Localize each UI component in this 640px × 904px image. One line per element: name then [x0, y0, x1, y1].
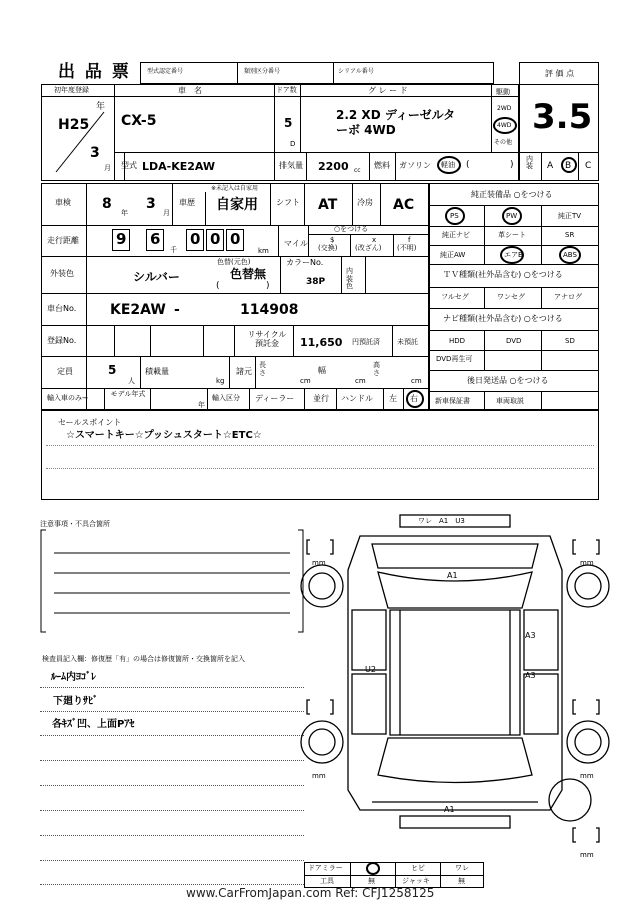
model-cert-label: 型式認定番号: [147, 68, 184, 75]
option-sr: SR: [565, 231, 575, 239]
tool-label: 工具: [320, 877, 334, 885]
note-line-1: ﾙｰﾑ内ﾖｺﾞﾚ: [51, 672, 96, 683]
specs-section: [41, 183, 429, 410]
option-pw: PW: [506, 212, 518, 220]
diagram-top-marks: ワレ A1 U3: [418, 517, 465, 525]
chassis-prefix: KE2AW: [110, 302, 166, 318]
option-tv: 純正TV: [558, 212, 582, 220]
model-year-label: モデル年式: [110, 390, 146, 398]
tv-title: ＴＶ種類(社外品含む) ○をつける: [443, 270, 563, 279]
inspector-label: 検査員記入欄：修復歴「有」の場合は修復箇所・交換箇所を記入: [42, 655, 245, 663]
damage-right-front: A3: [525, 631, 536, 640]
mile-label: マイル: [284, 239, 308, 248]
mm-label: mm: [312, 559, 326, 567]
doors-value: 5: [284, 116, 293, 130]
model-label: 型式: [121, 161, 137, 170]
import-category-label: 輸入区分: [212, 394, 240, 402]
width-label: 幅: [318, 366, 326, 375]
parallel-label: 並行: [313, 394, 329, 403]
interior-label: 内装: [526, 155, 533, 170]
dimensions-label: 諸元: [236, 367, 252, 376]
load-label: 積載量: [145, 367, 169, 376]
dealer-label: ディーラー: [255, 394, 295, 403]
car-damage-diagram: [300, 510, 610, 850]
drive-other: その他: [494, 139, 513, 146]
note-line-3: 各ｷｽﾞ凹、上面Pｱｾ: [52, 719, 135, 730]
option-navi: 純正ナビ: [442, 231, 470, 239]
repaint-label: 色替(元色): [217, 258, 251, 266]
history-value: 自家用: [216, 197, 258, 213]
registration-label: 登録No.: [47, 336, 77, 345]
grade-line1: 2.2 XD ディーゼルタ: [336, 108, 456, 122]
mileage-digit: 0: [210, 230, 221, 248]
inspection-label: 車検: [55, 198, 71, 207]
repaint-paren-open: (: [216, 281, 220, 291]
crack-label: ヒビ: [411, 864, 425, 872]
interior-a: A: [547, 161, 554, 171]
first-reg-year: H25: [58, 117, 90, 133]
recycle-value: 11,650: [300, 336, 343, 349]
serial-label: シリアル番号: [338, 68, 374, 75]
capacity-unit: 人: [128, 377, 135, 385]
first-reg-label: 初年度登録: [54, 86, 89, 94]
displacement-label: 排気量: [279, 161, 303, 170]
unknown-label: (不明): [397, 244, 417, 252]
navi-hdd: HDD: [449, 337, 466, 345]
mileage-digit: 9: [116, 230, 127, 248]
height-unit: cm: [411, 377, 422, 385]
fuel-paren-open: (: [466, 160, 470, 170]
mirror-circle: [366, 862, 380, 875]
mm-label: mm: [580, 772, 594, 780]
later-title: 後日発送品 ○をつける: [467, 376, 549, 385]
load-unit: kg: [216, 377, 225, 385]
navi-sd: SD: [565, 337, 575, 345]
navi-title: ナビ種類(社外品含む) ○をつける: [443, 314, 563, 323]
chassis-label: 車台No.: [47, 304, 77, 313]
ac-value: AC: [393, 197, 415, 213]
later-manual: 車両取説: [496, 397, 524, 405]
grade-line2: ーボ 4WD: [336, 123, 396, 137]
break-label: ワレ: [455, 864, 469, 872]
option-airbag: エアB: [504, 251, 523, 259]
damage-right-rear: A3: [525, 671, 536, 680]
month-mark: 月: [104, 164, 111, 172]
car-name-label: 車 名: [178, 86, 202, 95]
first-reg-month: 3: [90, 145, 100, 161]
sales-label: セールスポイント: [58, 418, 122, 427]
shift-label: シフト: [276, 198, 300, 207]
model-value: LDA-KE2AW: [142, 160, 216, 173]
color-no-label: カラーNo.: [286, 258, 324, 267]
header-ids-row: [140, 62, 494, 84]
circle-note: ○をつける: [334, 225, 369, 233]
model-year-unit: 年: [198, 401, 205, 409]
tv-analog: アナログ: [554, 293, 582, 301]
inspection-year-unit: 年: [121, 209, 128, 217]
chassis-number: 114908: [240, 302, 299, 318]
mileage-digit: 0: [190, 230, 201, 248]
mirror-label: ドアミラー: [308, 864, 343, 872]
option-aw: 純正AW: [440, 251, 466, 259]
mileage-thousand: 千: [170, 246, 177, 254]
recycle-paid: 円預託済: [352, 338, 380, 346]
height-label: 高さ: [373, 361, 380, 377]
displacement-value: 2200: [318, 160, 349, 173]
tamper-label: (改ざん): [355, 244, 382, 252]
capacity-label: 定員: [57, 367, 73, 376]
date-slash: [52, 106, 110, 176]
color-label: 外装色: [50, 269, 74, 278]
caution-box: [40, 526, 306, 636]
tool-none: 無: [368, 877, 375, 885]
drive-label: 駆動: [496, 88, 510, 96]
car-name: CX-5: [121, 113, 157, 129]
year-mark: 年: [96, 102, 106, 112]
mileage-unit: km: [258, 247, 269, 255]
inspection-year: 8: [102, 196, 112, 212]
recycle-label: リサイクル預託金: [247, 330, 287, 348]
displacement-unit: cc: [354, 167, 361, 174]
fuel-gasoline: ガソリン: [399, 161, 431, 170]
watermark: www.CarFromJapan.com Ref: CFJ1258125: [186, 886, 435, 900]
evaluation-score: 3.5: [532, 97, 593, 137]
drive-2wd: 2WD: [497, 105, 512, 112]
fuel-paren-close: ): [510, 160, 514, 170]
import-label: 輸入車のみ→: [47, 394, 88, 402]
fuel-diesel: 軽油: [441, 161, 455, 169]
unknown-mark: f: [408, 236, 411, 244]
option-ps: PS: [450, 212, 459, 220]
tamper-mark: x: [372, 236, 377, 244]
fuel-label: 燃料: [374, 161, 390, 170]
mileage-digit: 6: [150, 230, 161, 248]
option-leather: 革シート: [498, 231, 526, 239]
length-unit: cm: [300, 377, 311, 385]
navi-dvd-play: DVD再生可: [436, 355, 473, 363]
damage-hood: A1: [447, 571, 458, 580]
grade-label: グ レ ー ド: [368, 86, 408, 95]
history-label: 車歴: [179, 198, 195, 207]
width-unit: cm: [355, 377, 366, 385]
damage-left-door: U2: [365, 665, 376, 674]
option-abs: ABS: [563, 251, 577, 259]
interior-color-label: 内装色: [346, 267, 353, 291]
inspection-month-unit: 月: [163, 209, 170, 217]
damage-rear: A1: [444, 805, 455, 814]
sales-point-section: [41, 410, 599, 500]
capacity-value: 5: [108, 363, 117, 377]
repaint-value: 色替無: [230, 267, 267, 281]
color-value: シルバー: [133, 270, 180, 284]
note-line-2: 下廻りｻﾋﾞ: [53, 696, 98, 707]
length-label: 長さ: [259, 361, 266, 377]
tv-oneseg: ワンセグ: [497, 293, 525, 301]
doors-unit: D: [290, 140, 296, 148]
handle-label: ハンドル: [341, 394, 373, 403]
mm-label: mm: [580, 559, 594, 567]
interior-c: C: [585, 161, 592, 171]
form-title: 出 品 票: [58, 62, 131, 82]
caution-label: 注意事項・不具合箇所: [40, 520, 110, 528]
history-note: ※未記入は自家用: [211, 185, 259, 192]
evaluation-label: 評 価 点: [545, 69, 575, 78]
recycle-unpaid: 未預託: [397, 338, 418, 346]
repaint-paren-close: ): [266, 281, 270, 291]
interior-b: B: [565, 161, 572, 171]
exchange-mark: $: [330, 236, 335, 244]
mileage-label: 走行距離: [47, 236, 79, 245]
shift-value: AT: [318, 197, 338, 213]
later-warranty: 新車保証書: [435, 397, 470, 405]
sales-text: ☆スマートキー☆プッシュスタート☆ETC☆: [66, 430, 262, 441]
drive-4wd: 4WD: [497, 122, 512, 129]
navi-dvd: DVD: [506, 337, 522, 345]
genuine-title: 純正装備品 ○をつける: [471, 190, 553, 199]
mileage-digit: 0: [230, 230, 241, 248]
doors-label: ドア数: [276, 86, 297, 94]
mm-label: mm: [312, 772, 326, 780]
ac-label: 冷房: [357, 198, 373, 207]
color-no-value: 38P: [306, 277, 326, 287]
category-label: 類別区分番号: [244, 68, 281, 75]
inspection-month: 3: [146, 196, 156, 212]
jack-label: ジャッキ: [402, 877, 430, 885]
jack-none: 無: [458, 877, 465, 885]
exchange-label: (交換): [318, 244, 338, 252]
mm-label: mm: [580, 851, 594, 859]
tv-fullseg: フルセグ: [441, 293, 469, 301]
handle-left: 左: [389, 394, 397, 403]
handle-right: 右: [410, 394, 418, 403]
chassis-dash: -: [174, 302, 180, 318]
